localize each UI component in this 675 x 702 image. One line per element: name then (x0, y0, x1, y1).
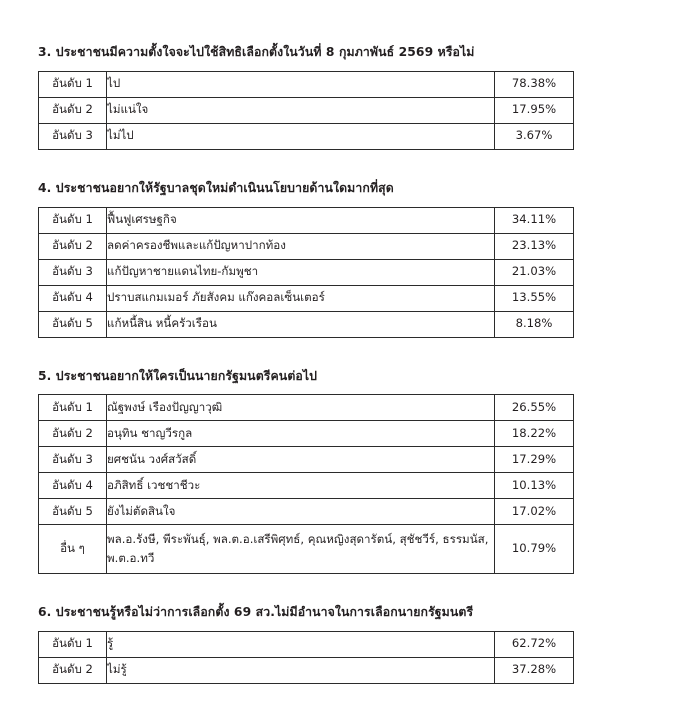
percentage-cell: 34.11% (495, 207, 574, 233)
table-row (39, 259, 574, 285)
survey-section-4 (38, 180, 637, 338)
table-row (39, 395, 574, 421)
table-row (39, 499, 574, 525)
rank-label-cell: อันดับ 2 (39, 233, 107, 259)
table-row (39, 447, 574, 473)
section-heading: 6. ประชาชนรู้หรือไม่ว่าการเลือกตั้ง 69 สว.ไม่มีอำนาจในการเลือกนายกรัฐมนตรี (38, 605, 474, 620)
rank-label-cell: อื่น ๆ (39, 525, 107, 574)
answer-label-cell: ลดค่าครองชีพและแก้ปัญหาปากท้อง (107, 233, 495, 259)
percentage-cell: 21.03% (495, 259, 574, 285)
table-row (39, 285, 574, 311)
rank-label-cell: อันดับ 1 (39, 631, 107, 657)
percentage-cell: 13.55% (495, 285, 574, 311)
rank-label-cell: อันดับ 5 (39, 311, 107, 337)
answer-label-cell: ไม่ไป (107, 123, 495, 149)
answer-label-cell: อนุทิน ชาญวีรกูล (107, 421, 495, 447)
answer-label-cell: ณัฐพงษ์ เรืองปัญญาวุฒิ (107, 395, 495, 421)
survey-section-5 (38, 368, 637, 574)
percentage-cell: 10.79% (495, 525, 574, 574)
percentage-cell: 37.28% (495, 657, 574, 683)
rank-label-cell: อันดับ 3 (39, 123, 107, 149)
rank-label-cell: อันดับ 4 (39, 473, 107, 499)
rank-label-cell: อันดับ 2 (39, 97, 107, 123)
answer-label-cell: แก้หนี้สิน หนี้ครัวเรือน (107, 311, 495, 337)
answer-label-cell: ฟื้นฟูเศรษฐกิจ (107, 207, 495, 233)
rank-label-cell: อันดับ 1 (39, 71, 107, 97)
table-row (39, 97, 574, 123)
section-heading: 5. ประชาชนอยากให้ใครเป็นนายกรัฐมนตรีคนต่อไป (38, 368, 318, 383)
table-row (39, 421, 574, 447)
answer-label-cell: รู้ (107, 631, 495, 657)
rank-label-cell: อันดับ 5 (39, 499, 107, 525)
section-heading: 4. ประชาชนอยากให้รัฐบาลชุดใหม่ดำเนินนโยบายด้านใดมากที่สุด (38, 180, 394, 195)
table-row (39, 233, 574, 259)
results-table (38, 71, 574, 150)
table-row (39, 525, 574, 574)
sections-container (38, 44, 637, 684)
percentage-cell: 78.38% (495, 71, 574, 97)
percentage-cell: 18.22% (495, 421, 574, 447)
results-table (38, 207, 574, 338)
rank-label-cell: อันดับ 3 (39, 447, 107, 473)
rank-label-cell: อันดับ 4 (39, 285, 107, 311)
answer-label-cell: ยังไม่ตัดสินใจ (107, 499, 495, 525)
percentage-cell: 23.13% (495, 233, 574, 259)
results-table (38, 394, 574, 574)
survey-section-3 (38, 44, 637, 150)
answer-label-cell: อภิสิทธิ์ เวชชาชีวะ (107, 473, 495, 499)
table-row (39, 123, 574, 149)
section-heading: 3. ประชาชนมีความตั้งใจจะไปใช้สิทธิเลือกตั้งในวันที่ 8 กุมภาพันธ์ 2569 หรือไม่ (38, 45, 475, 59)
table-row (39, 71, 574, 97)
rank-label-cell: อันดับ 2 (39, 421, 107, 447)
percentage-cell: 10.13% (495, 473, 574, 499)
percentage-cell: 17.95% (495, 97, 574, 123)
rank-label-cell: อันดับ 1 (39, 395, 107, 421)
results-table (38, 631, 574, 684)
answer-label-cell: พล.อ.รังษี, พีระพันธุ์, พล.ต.อ.เสรีพิศุทธ์, คุณหญิงสุดารัตน์, สุชัชวีร์, ธรรมนัส, พ.ต.อ.ทวี (107, 525, 495, 574)
rank-label-cell: อันดับ 3 (39, 259, 107, 285)
answer-label-cell: ยศชนัน วงศ์สวัสดิ์ (107, 447, 495, 473)
answer-label-cell: แก้ปัญหาชายแดนไทย-กัมพูชา (107, 259, 495, 285)
table-row (39, 631, 574, 657)
percentage-cell: 8.18% (495, 311, 574, 337)
percentage-cell: 17.29% (495, 447, 574, 473)
table-row (39, 207, 574, 233)
answer-label-cell: ไม่รู้ (107, 657, 495, 683)
percentage-cell: 3.67% (495, 123, 574, 149)
table-row (39, 311, 574, 337)
percentage-cell: 17.02% (495, 499, 574, 525)
table-row (39, 473, 574, 499)
percentage-cell: 26.55% (495, 395, 574, 421)
rank-label-cell: อันดับ 2 (39, 657, 107, 683)
answer-label-cell: ไป (107, 71, 495, 97)
answer-label-cell: ปราบสแกมเมอร์ ภัยสังคม แก๊งคอลเซ็นเตอร์ (107, 285, 495, 311)
survey-section-6 (38, 604, 637, 684)
table-row (39, 657, 574, 683)
rank-label-cell: อันดับ 1 (39, 207, 107, 233)
answer-label-cell: ไม่แน่ใจ (107, 97, 495, 123)
percentage-cell: 62.72% (495, 631, 574, 657)
